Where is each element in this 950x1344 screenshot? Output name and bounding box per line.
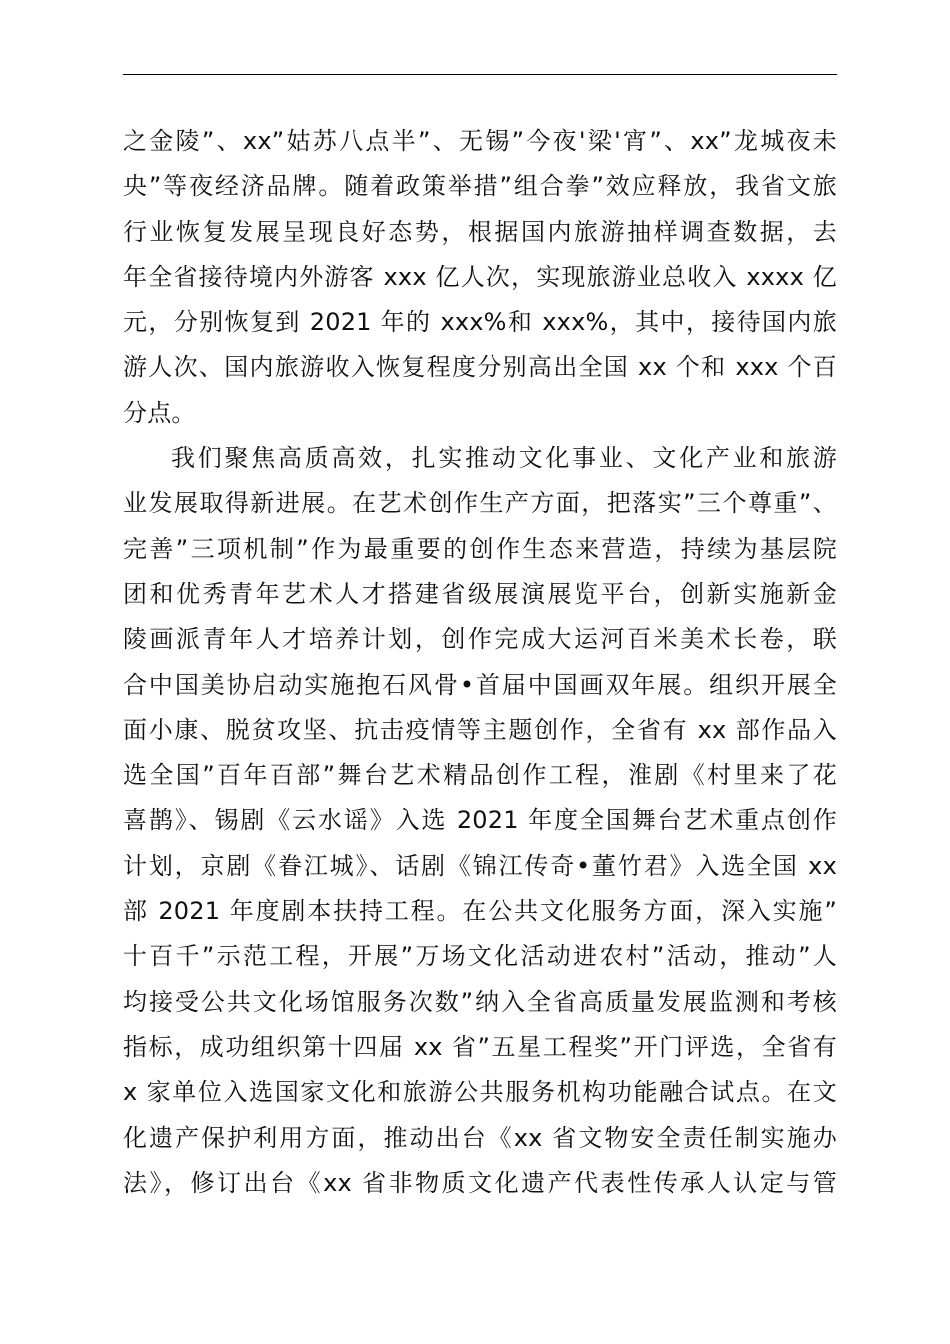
text-line: 业发展取得新进展。在艺术创作生产方面，把落实”三个尊重”、 [123, 489, 837, 518]
text-line: 分点。 [123, 398, 196, 427]
text-line: 面小康、脱贫攻坚、抗击疫情等主题创作，全省有 xx 部作品入 [123, 715, 837, 744]
text-line: 指标，成功组织第十四届 xx 省”五星工程奖”开门评选，全省有 [123, 1032, 837, 1061]
text-line: 十百千”示范工程，开展”万场文化活动进农村”活动，推动”人 [123, 942, 837, 971]
text-line [123, 1206, 837, 1251]
text-line: 之金陵”、xx”姑苏八点半”、无锡”今夜'梁'宵”、xx”龙城夜未 [123, 127, 837, 155]
text-line: 央”等夜经济品牌。随着政策举措”组合拳”效应释放，我省文旅 [123, 172, 837, 201]
text-line: 团和优秀青年艺术人才搭建省级展演展览平台，创新实施新金 [123, 579, 837, 608]
text-line: 陵画派青年人才培养计划，创作完成大运河百米美术长卷，联 [123, 625, 837, 654]
text-line: 均接受公共文化场馆服务次数”纳入全省高质量发展监测和考核 [123, 987, 837, 1016]
text-line: 元，分别恢复到 2021 年的 xxx%和 xxx%，其中，接待国内旅 [123, 308, 837, 337]
text-line: 部 2021 年度剧本扶持工程。在公共文化服务方面，深入实施” [123, 897, 837, 926]
text-line: 我们聚焦高质高效，扎实推动文化事业、文化产业和旅游 [171, 444, 837, 473]
text-line: 完善”三项机制”作为最重要的创作生态来营造，持续为基层院 [123, 534, 837, 563]
document-body [123, 119, 837, 1251]
paragraph-1 [123, 119, 837, 436]
text-line: 合中国美协启动实施抱石风骨•首届中国画双年展。组织开展全 [123, 670, 837, 699]
paragraph-2 [123, 436, 837, 1251]
text-line: x 家单位入选国家文化和旅游公共服务机构功能融合试点。在文 [123, 1078, 837, 1107]
text-line: 法》，修订出台《xx 省非物质文化遗产代表性传承人认定与管 [123, 1168, 837, 1197]
text-line: 计划，京剧《眷江城》、话剧《锦江传奇•董竹君》入选全国 xx [123, 851, 837, 880]
text-line: 化遗产保护利用方面，推动出台《xx 省文物安全责任制实施办 [123, 1123, 837, 1152]
text-line: 游人次、国内旅游收入恢复程度分别高出全国 xx 个和 xxx 个百 [123, 353, 837, 382]
text-line: 年全省接待境内外游客 xxx 亿人次，实现旅游业总收入 xxxx 亿 [123, 262, 837, 291]
text-line: 喜鹊》、锡剧《云水谣》入选 2021 年度全国舞台艺术重点创作 [123, 806, 837, 835]
text-line: 选全国”百年百部”舞台艺术精品创作工程，淮剧《村里来了花 [123, 761, 837, 790]
header-rule [123, 74, 837, 75]
text-line: 行业恢复发展呈现良好态势，根据国内旅游抽样调查数据，去 [123, 217, 837, 246]
